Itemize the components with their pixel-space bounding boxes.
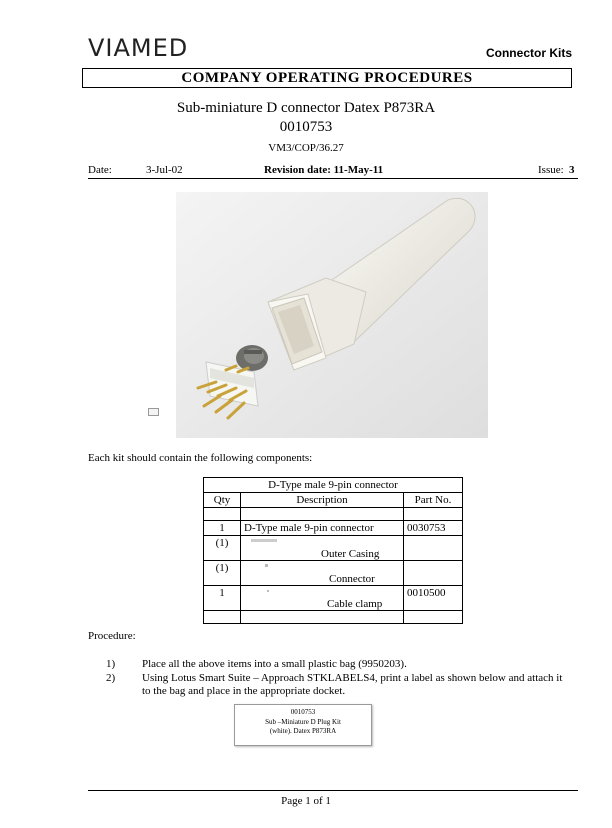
row-description: Connector xyxy=(329,573,375,585)
procedure-step xyxy=(88,672,568,698)
table-row xyxy=(204,586,463,611)
label-line: (white). Datex P873RA xyxy=(269,727,337,735)
row-part-no xyxy=(404,536,463,561)
date-label: Date: xyxy=(88,164,112,176)
issue-label: Issue: xyxy=(538,164,564,176)
row-qty: 1 xyxy=(204,521,241,536)
banner-title: COMPANY OPERATING PROCEDURES xyxy=(82,68,572,88)
part-code: 0010753 xyxy=(279,119,333,135)
row-qty: (1) xyxy=(204,536,241,561)
revision-date: Revision date: 11-May-11 xyxy=(264,164,384,176)
row-description-cell xyxy=(241,536,404,561)
row-qty: (1) xyxy=(204,561,241,586)
row-part-no xyxy=(404,561,463,586)
table-title: D-Type male 9-pin connector xyxy=(204,478,463,493)
label-line: 0010753 xyxy=(290,708,316,716)
row-description: D-Type male 9-pin connector xyxy=(241,521,404,536)
connector-thumbnail xyxy=(265,564,268,567)
envelope-icon xyxy=(148,408,159,416)
step-number: 2) xyxy=(106,672,116,684)
row-description: Outer Casing xyxy=(321,548,380,560)
label-line: Sub –Miniature D Plug Kit xyxy=(265,717,341,726)
cable-clamp-thumbnail xyxy=(267,590,269,592)
table-title-row xyxy=(204,478,463,493)
section-title: Connector Kits xyxy=(485,46,572,60)
table-row xyxy=(204,521,463,536)
intro-text: Each kit should contain the following components: xyxy=(88,452,313,464)
header-part-no: Part No. xyxy=(404,493,463,508)
components-table xyxy=(203,477,463,624)
document-subtitle: Sub-miniature D connector Datex P873RA xyxy=(176,100,436,116)
issue-value: 3 xyxy=(569,164,575,176)
table-header-row xyxy=(204,493,463,508)
date-value: 3-Jul-02 xyxy=(146,164,183,176)
row-description-cell xyxy=(241,561,404,586)
header-description: Description xyxy=(241,493,404,508)
step-text: Using Lotus Smart Suite – Approach STKLABELS4, print a label as shown below and attach it to the bag and place in the appropriate docket. xyxy=(142,672,563,697)
procedure-label: Procedure: xyxy=(88,630,136,642)
row-part-no: 0010500 xyxy=(404,586,463,611)
row-qty: 1 xyxy=(204,586,241,611)
row-part-no: 0030753 xyxy=(404,521,463,536)
procedure-step xyxy=(88,658,568,671)
table-row-empty xyxy=(204,611,463,624)
table-row-spacer xyxy=(204,508,463,521)
document-reference: VM3/COP/36.27 xyxy=(268,142,344,154)
table-row xyxy=(204,536,463,561)
procedure-steps xyxy=(88,658,568,699)
connector-illustration xyxy=(176,192,488,438)
row-description: Cable clamp xyxy=(327,598,383,610)
step-text: Place all the above items into a small plastic bag (9950203). xyxy=(142,658,407,670)
table-row xyxy=(204,561,463,586)
company-logo: VIAMED xyxy=(88,34,189,62)
sample-label xyxy=(234,704,372,746)
page-number: Page 1 of 1 xyxy=(281,795,331,807)
footer-divider xyxy=(88,790,578,791)
row-description-cell xyxy=(241,586,404,611)
product-photo xyxy=(176,192,488,438)
header-qty: Qty xyxy=(204,493,241,508)
outer-casing-thumbnail xyxy=(251,539,277,542)
document-info-line xyxy=(88,164,578,179)
step-number: 1) xyxy=(106,658,116,670)
